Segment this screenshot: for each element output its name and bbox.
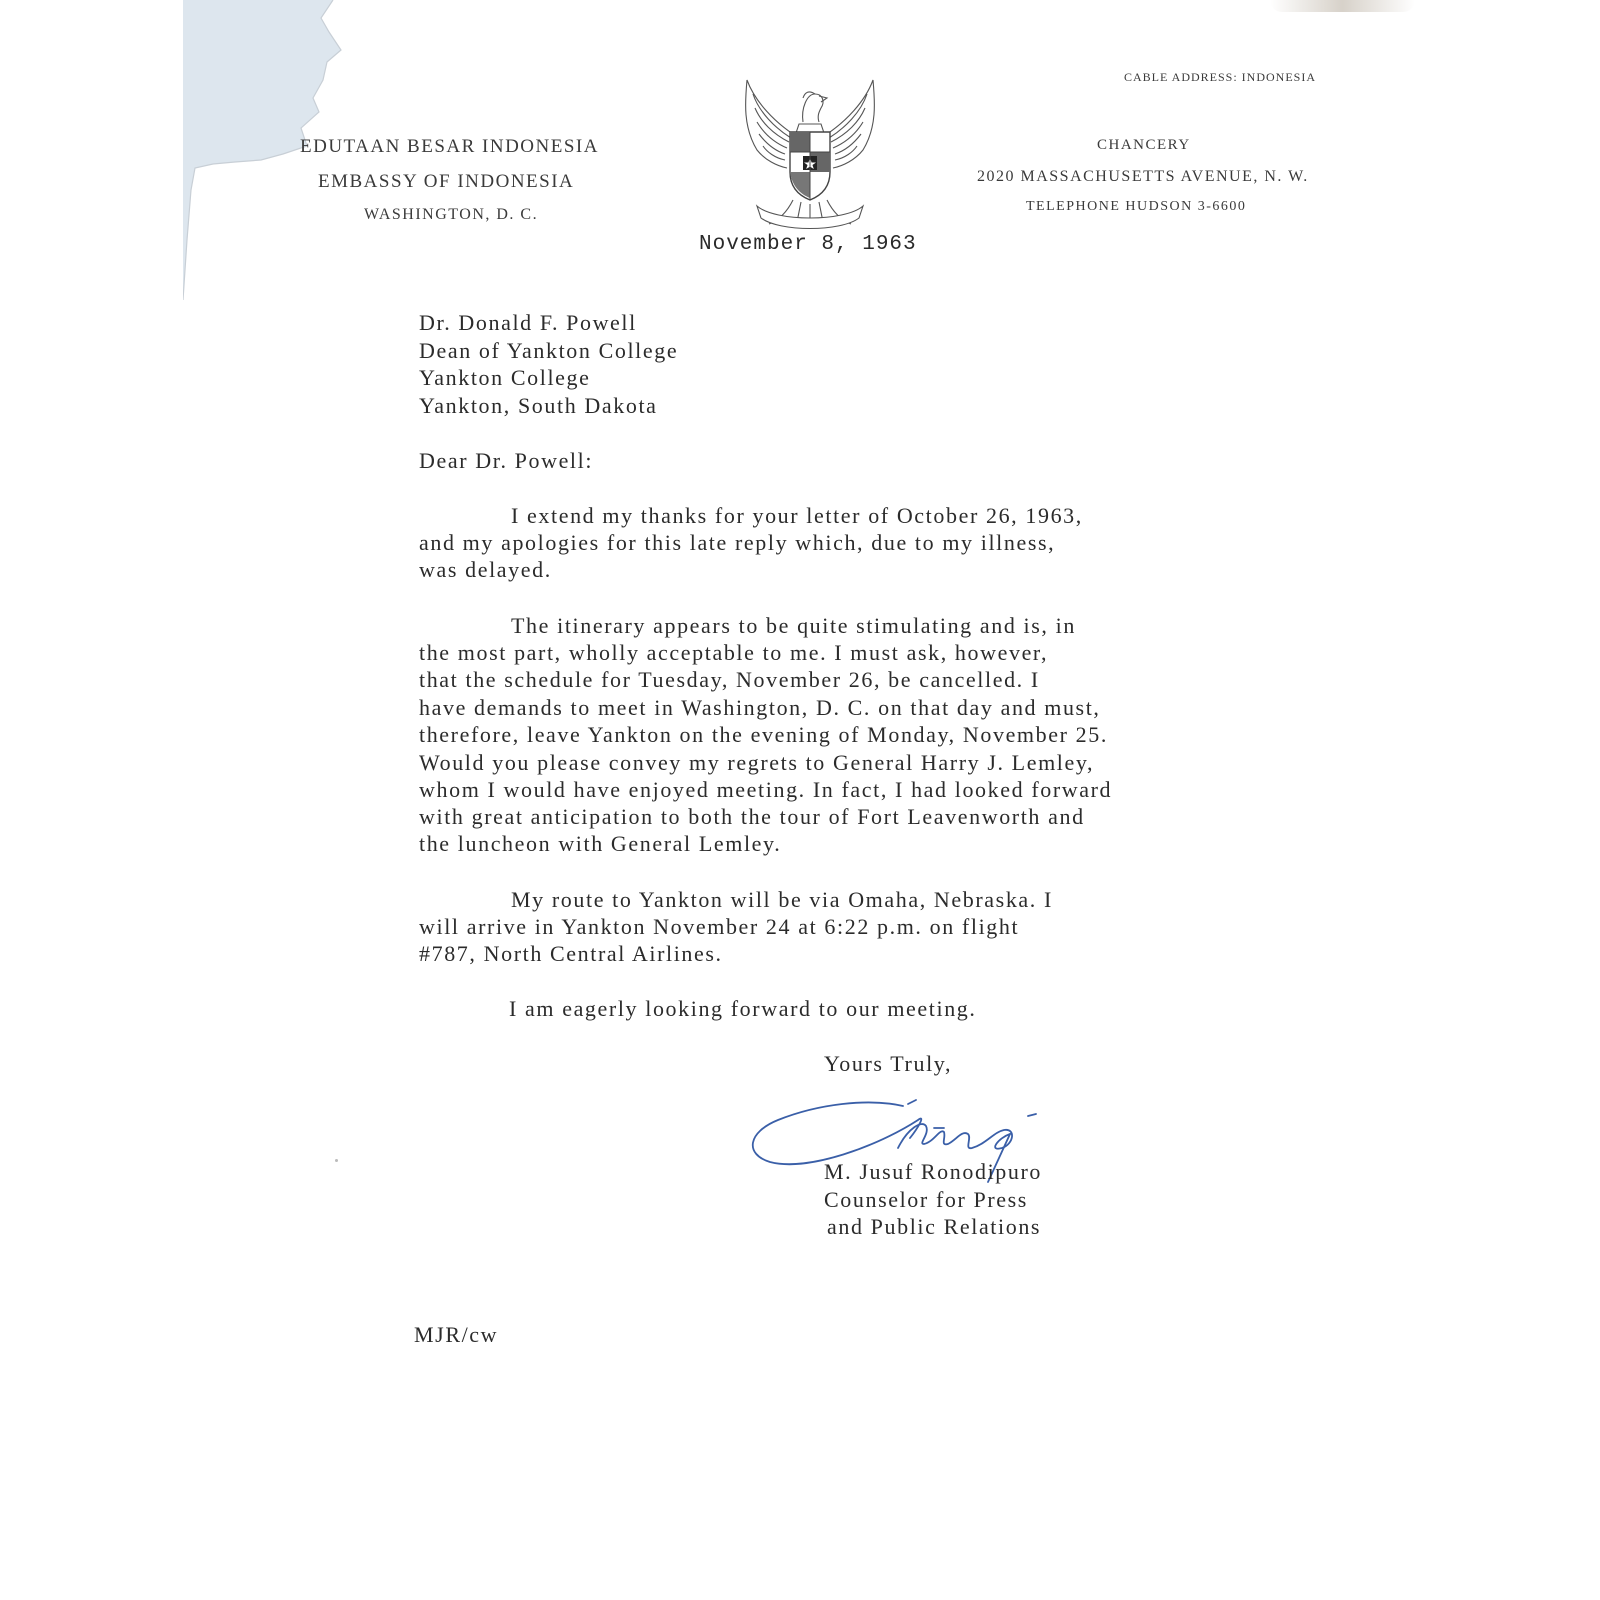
letterhead-chancery: CHANCERY	[1097, 137, 1191, 153]
paragraph-line: have demands to meet in Washington, D. C. on that day and must,	[419, 695, 1101, 720]
paragraph-line: the luncheon with General Lemley.	[419, 831, 782, 856]
letter-date: November 8, 1963	[699, 233, 917, 256]
paragraph-line: with great anticipation to both the tour of Fort Leavenworth and	[419, 804, 1085, 829]
paragraph-line: that the schedule for Tuesday, November 26, be cancelled. I	[419, 667, 1040, 692]
paragraph-line: I extend my thanks for your letter of October 26, 1963,	[511, 503, 1083, 528]
recipient-city: Yankton, South Dakota	[419, 393, 658, 418]
salutation: Dear Dr. Powell:	[419, 448, 594, 473]
paragraph-line: My route to Yankton will be via Omaha, Nebraska. I	[511, 887, 1053, 912]
signer-title-line1: Counselor for Press	[824, 1187, 1028, 1212]
letterhead-city: WASHINGTON, D. C.	[364, 206, 539, 223]
paper-speck	[335, 1159, 338, 1162]
paragraph-line: I am eagerly looking forward to our meeting.	[509, 996, 977, 1021]
paragraph-line: The itinerary appears to be quite stimulating and is, in	[511, 613, 1076, 638]
letterhead-embassy-indonesian: EDUTAAN BESAR INDONESIA	[300, 136, 599, 157]
paragraph-line: whom I would have enjoyed meeting. In fact, I had looked forward	[419, 777, 1113, 802]
paragraph-line: Would you please convey my regrets to General Harry J. Lemley,	[419, 750, 1095, 775]
garuda-emblem-icon	[735, 72, 885, 232]
paragraph-line: therefore, leave Yankton on the evening of Monday, November 25.	[419, 722, 1108, 747]
letterhead-street-address: 2020 MASSACHUSETTS AVENUE, N. W.	[977, 168, 1309, 185]
closing: Yours Truly,	[824, 1051, 953, 1076]
signer-name: M. Jusuf Ronodipuro	[824, 1159, 1043, 1184]
recipient-title: Dean of Yankton College	[419, 338, 679, 363]
paragraph-line: and my apologies for this late reply which, due to my illness,	[419, 530, 1056, 555]
reference-initials: MJR/cw	[414, 1322, 499, 1347]
paragraph-line: was delayed.	[419, 557, 552, 582]
paragraph-line: #787, North Central Airlines.	[419, 941, 723, 966]
letterhead-telephone: TELEPHONE HUDSON 3-6600	[1026, 199, 1247, 214]
recipient-institution: Yankton College	[419, 365, 591, 390]
signer-title-line2: and Public Relations	[827, 1214, 1042, 1239]
paragraph-line: will arrive in Yankton November 24 at 6:22 p.m. on flight	[419, 914, 1020, 939]
scan-margin-right	[1415, 0, 1600, 1600]
letterhead-cable-address: CABLE ADDRESS: INDONESIA	[1124, 70, 1317, 84]
letterhead-embassy-english: EMBASSY OF INDONESIA	[318, 171, 575, 192]
recipient-name: Dr. Donald F. Powell	[419, 310, 637, 335]
paper-smudge	[1270, 0, 1415, 12]
paragraph-line: the most part, wholly acceptable to me. I must ask, however,	[419, 640, 1049, 665]
